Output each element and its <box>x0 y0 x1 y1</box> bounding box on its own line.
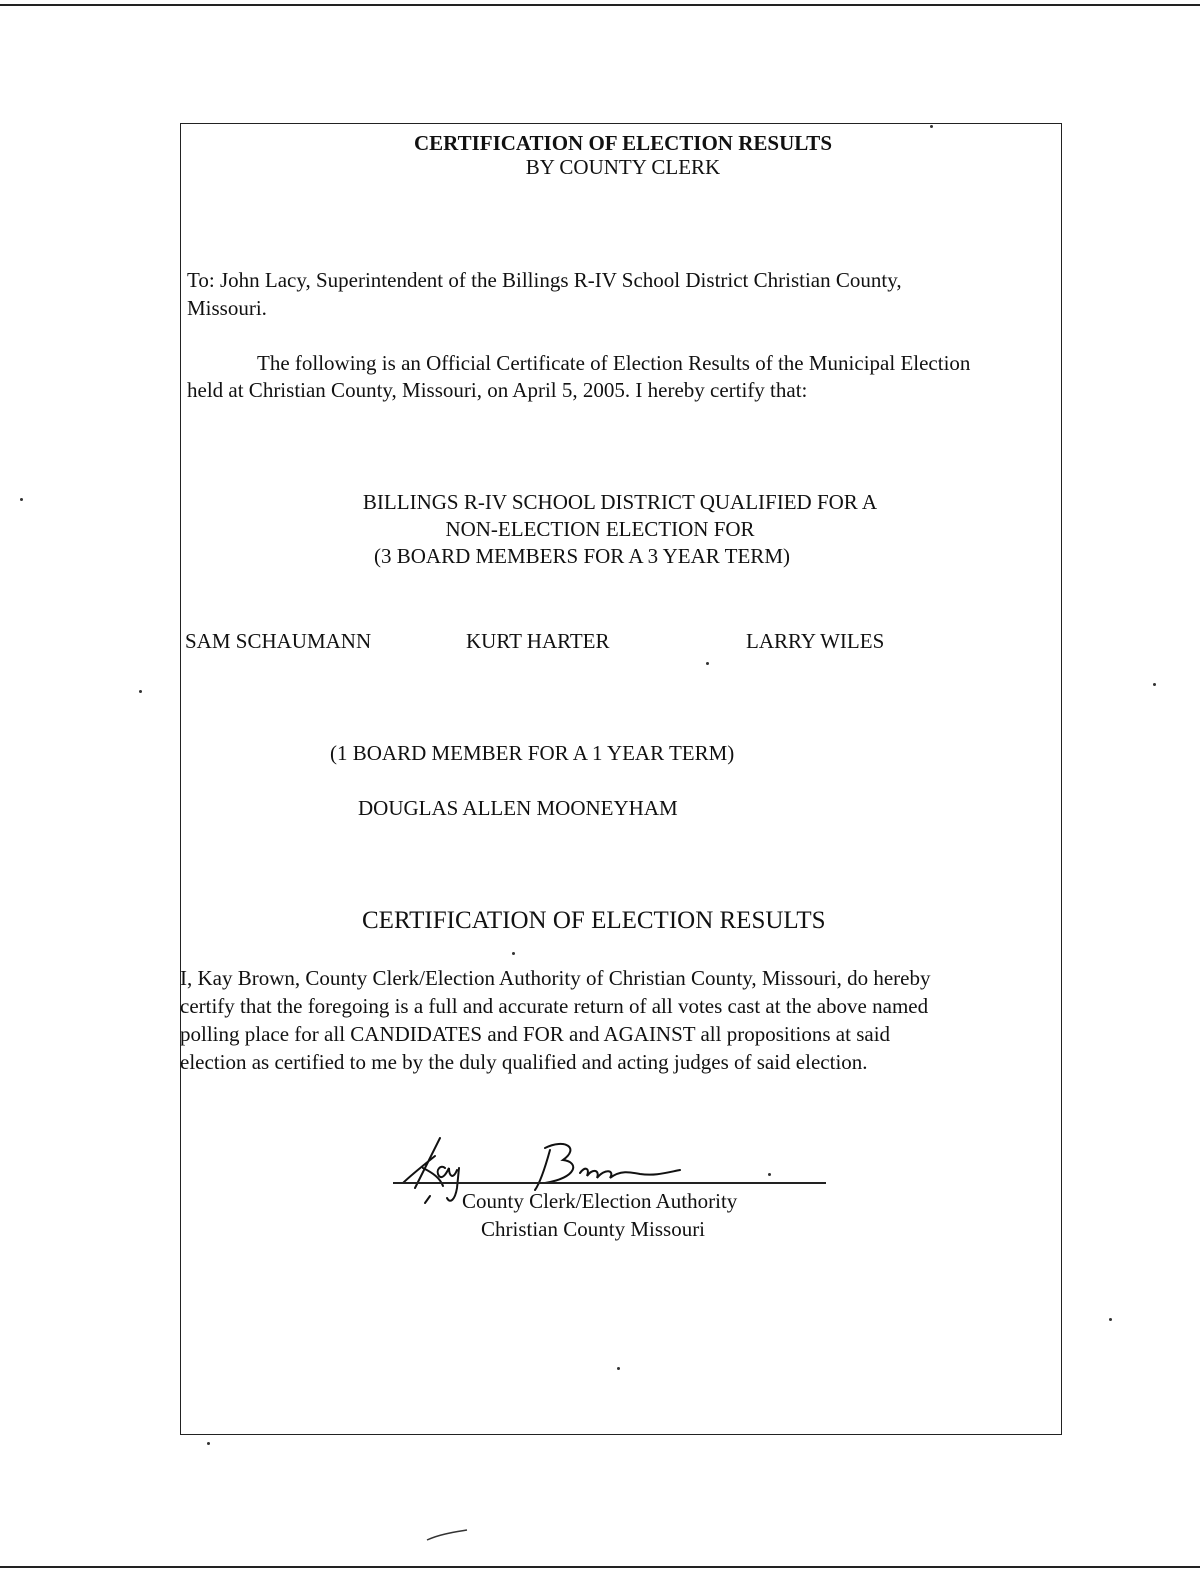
scan-speck <box>930 125 933 128</box>
addressee-line-1: To: John Lacy, Superintendent of the Billings R-IV School District Christian County, <box>187 268 902 292</box>
document-title: CERTIFICATION OF ELECTION RESULTS <box>413 131 832 155</box>
intro-line-1: The following is an Official Certificate of Election Results of the Municipal Election <box>257 351 971 375</box>
scan-speck <box>139 690 142 693</box>
scan-speck <box>207 1442 210 1445</box>
district-line-3: (3 BOARD MEMBERS FOR A 3 YEAR TERM) <box>374 544 790 568</box>
signer-title: County Clerk/Election Authority <box>462 1189 738 1213</box>
certification-line: I, Kay Brown, County Clerk/Election Authority of Christian County, Missouri, do hereby <box>180 966 931 990</box>
scan-speck <box>706 662 709 665</box>
scan-top-border <box>0 4 1200 6</box>
district-line-1: BILLINGS R-IV SCHOOL DISTRICT QUALIFIED FOR A <box>362 490 878 514</box>
scan-speck <box>617 1367 620 1370</box>
scan-speck <box>768 1173 771 1176</box>
candidate-name: KURT HARTER <box>466 629 610 653</box>
signature-line <box>393 1182 826 1184</box>
scan-speck <box>1109 1318 1112 1321</box>
document-subtitle: BY COUNTY CLERK <box>525 155 721 179</box>
scan-speck <box>1153 683 1156 686</box>
scan-mark <box>425 1528 470 1544</box>
certification-line: certify that the foregoing is a full and accurate return of all votes cast at the above named <box>180 994 929 1018</box>
scan-bottom-border <box>0 1566 1200 1568</box>
intro-line-2: held at Christian County, Missouri, on April 5, 2005. I hereby certify that: <box>187 378 808 402</box>
signer-county: Christian County Missouri <box>481 1217 706 1241</box>
addressee-line-2: Missouri. <box>187 296 267 320</box>
one-year-heading: (1 BOARD MEMBER FOR A 1 YEAR TERM) <box>330 741 735 765</box>
district-line-2: NON-ELECTION ELECTION FOR <box>445 517 755 541</box>
scan-speck <box>512 952 515 955</box>
one-year-candidate: DOUGLAS ALLEN MOONEYHAM <box>358 796 678 820</box>
certification-line: election as certified to me by the duly qualified and acting judges of said election. <box>180 1050 868 1074</box>
candidate-name: SAM SCHAUMANN <box>185 629 372 653</box>
candidate-name: LARRY WILES <box>746 629 885 653</box>
scan-speck <box>20 498 23 501</box>
certification-line: polling place for all CANDIDATES and FOR and AGAINST all propositions at said <box>180 1022 891 1046</box>
certification-heading: CERTIFICATION OF ELECTION RESULTS <box>362 907 826 934</box>
